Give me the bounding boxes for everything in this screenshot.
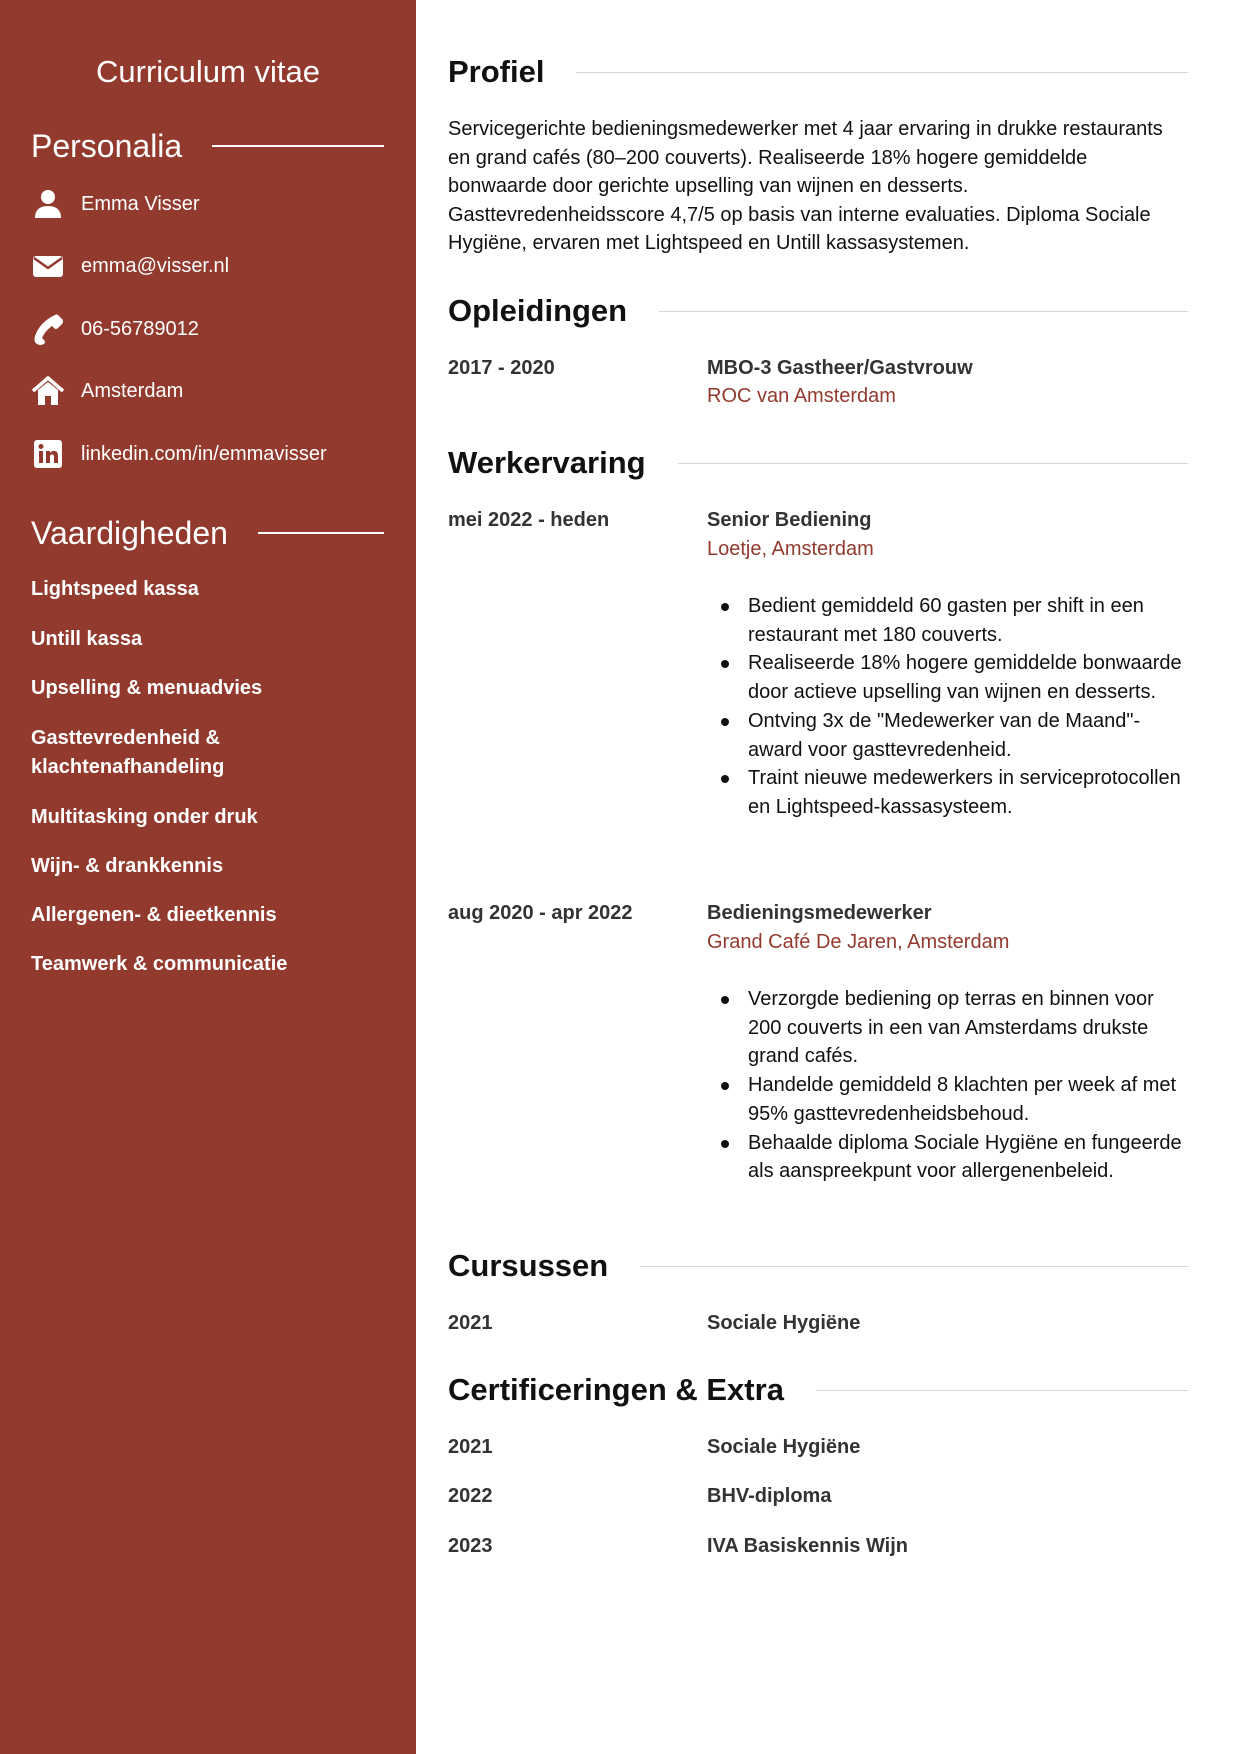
certifications-divider (816, 1390, 1188, 1391)
certification-title: IVA Basiskennis Wijn (707, 1535, 908, 1557)
experience-heading-text: Werkervaring (448, 445, 646, 480)
education-heading (448, 291, 1188, 331)
certification-title: Sociale Hygiëne (707, 1436, 861, 1458)
course-title: Sociale Hygiëne (707, 1312, 861, 1334)
certification-title: BHV-diploma (707, 1485, 832, 1507)
linkedin-icon (31, 437, 65, 471)
contact-email[interactable] (31, 248, 229, 284)
phone-icon (31, 312, 65, 346)
skills-heading (31, 513, 384, 553)
bullet-item: Verzorgde bediening op terras en binnen voor 200 couverts in een van Amsterdams drukste grand cafés. (748, 985, 1188, 1071)
contact-city-text: Amsterdam (81, 380, 184, 402)
person-icon (31, 187, 65, 221)
profile-heading (448, 52, 1188, 92)
home-icon (31, 374, 65, 408)
contact-linkedin[interactable] (31, 436, 327, 472)
bullet-item: Traint nieuwe medewerkers in serviceprotocollen en Lightspeed-kassasysteem. (748, 764, 1188, 821)
certifications-heading-text: Certificeringen & Extra (448, 1372, 784, 1407)
skill-item: Wijn- & drankkennis (31, 855, 224, 877)
bullet-item: Realiseerde 18% hogere gemiddelde bonwaarde door actieve upselling van wijnen en desserts. (748, 649, 1188, 706)
skill-item: Teamwerk & communicatie (31, 953, 288, 975)
contact-phone-text: 06-56789012 (81, 318, 199, 340)
bullet-item: Ontving 3x de "Medewerker van de Maand"-award voor gasttevredenheid. (748, 707, 1188, 764)
personalia-heading (31, 126, 384, 166)
contact-linkedin-text: linkedin.com/in/emmavisser (81, 443, 327, 465)
job-bullets (748, 985, 1188, 1186)
certification-date: 2022 (448, 1485, 493, 1507)
contact-phone[interactable] (31, 311, 199, 347)
job-title: Senior Bediening (707, 509, 872, 531)
contact-email-text: emma@visser.nl (81, 255, 230, 277)
education-date: 2017 - 2020 (448, 357, 555, 379)
main-content (416, 0, 1241, 1754)
personalia-heading-text: Personalia (31, 128, 183, 164)
certification-date: 2023 (448, 1535, 493, 1557)
bullet-item: Bedient gemiddeld 60 gasten per shift in een restaurant met 180 couverts. (748, 592, 1188, 649)
certifications-heading (448, 1370, 1188, 1410)
contact-name-text: Emma Visser (81, 193, 200, 215)
skill-item: Multitasking onder druk (31, 806, 258, 828)
envelope-icon (31, 249, 65, 283)
education-title: MBO-3 Gastheer/Gastvrouw (707, 357, 973, 379)
sidebar (0, 0, 416, 1754)
profile-divider (576, 72, 1188, 73)
profile-text: Servicegerichte bedieningsmedewerker met 4 jaar ervaring in drukke restaurants en grand cafés (80–200 couverts). Realiseerde 18% hogere gemiddelde bonwaarde door gerichte upselling van wijnen en desserts. Gasttevredenheidsscore 4,7/5 op basis van interne evaluaties. Diploma Sociale Hygiëne, ervaren met Lightspeed en Untill kassasystemen. (448, 118, 1163, 255)
profile-heading-text: Profiel (448, 54, 545, 89)
education-heading-text: Opleidingen (448, 293, 628, 328)
experience-divider (678, 463, 1188, 464)
courses-heading (448, 1246, 1188, 1286)
skill-item: Upselling & menuadvies (31, 677, 263, 699)
certification-date: 2021 (448, 1436, 493, 1458)
cv-title: Curriculum vitae (96, 54, 320, 89)
job-employer: Grand Café De Jaren, Amsterdam (707, 931, 1010, 953)
skill-item: Allergenen- & dieetkennis (31, 904, 277, 926)
skills-heading-text: Vaardigheden (31, 515, 228, 551)
education-divider (659, 311, 1188, 312)
skills-divider (258, 532, 384, 534)
experience-heading (448, 443, 1188, 483)
personalia-divider (212, 145, 384, 147)
courses-divider (640, 1266, 1188, 1267)
education-school: ROC van Amsterdam (707, 385, 896, 407)
courses-heading-text: Cursussen (448, 1248, 609, 1283)
job-title: Bedieningsmedewerker (707, 902, 932, 924)
contact-city (31, 373, 183, 409)
job-date: aug 2020 - apr 2022 (448, 902, 633, 924)
skill-item: Gasttevredenheid & klachtenafhandeling (31, 727, 225, 778)
job-date: mei 2022 - heden (448, 509, 610, 531)
skill-item: Untill kassa (31, 628, 143, 650)
course-date: 2021 (448, 1312, 493, 1334)
skill-item: Lightspeed kassa (31, 578, 199, 600)
contact-name (31, 186, 200, 222)
job-bullets (748, 592, 1188, 822)
bullet-item: Handelde gemiddeld 8 klachten per week af met 95% gasttevredenheidsbehoud. (748, 1071, 1188, 1128)
job-employer: Loetje, Amsterdam (707, 538, 874, 560)
bullet-item: Behaalde diploma Sociale Hygiëne en fungeerde als aanspreekpunt voor allergenenbeleid. (748, 1129, 1188, 1186)
